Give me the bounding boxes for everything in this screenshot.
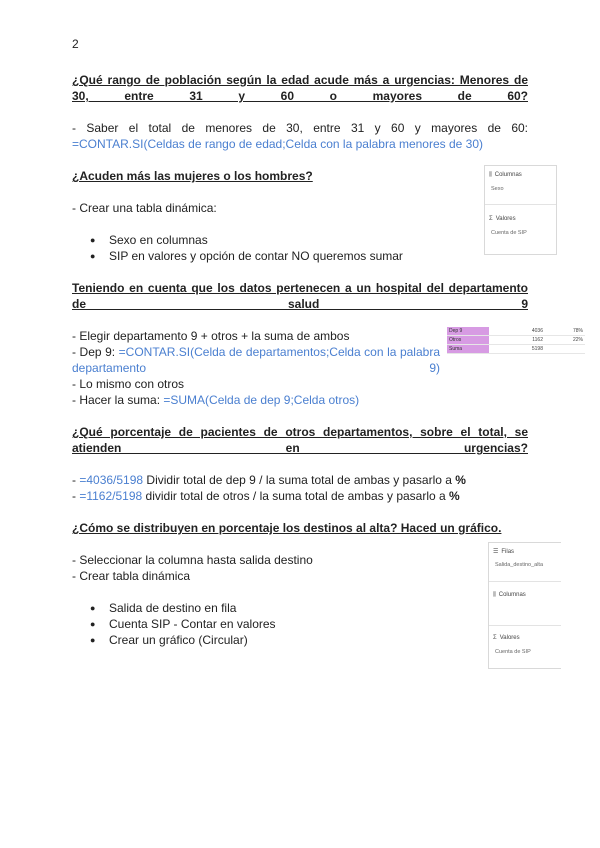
section3-line4: - Hacer la suma: =SUMA(Celda de dep 9;Celda otros) xyxy=(72,393,360,407)
columns-icon: ⫼ xyxy=(493,592,496,598)
values-title: Σ Valores xyxy=(489,216,516,222)
section4-line1: - =4036/5198 Dividir total de dep 9 / la suma total de ambas y pasarlo a % xyxy=(72,473,466,487)
table-row: Dep 9 4036 78% xyxy=(449,328,583,334)
columns-item[interactable]: Sexo xyxy=(491,186,504,192)
sigma-icon: Σ xyxy=(493,635,497,641)
columns-icon: ⫼ xyxy=(489,172,492,178)
rows-title: ☰ Filas xyxy=(493,549,515,555)
rows-item[interactable]: Salida_destino_alta xyxy=(495,562,544,568)
rows-icon: ☰ xyxy=(493,549,499,555)
pivot-fields-panel-2 xyxy=(488,542,561,669)
columns-title: ⫼ Columnas xyxy=(489,172,522,178)
section2-bullets xyxy=(90,232,403,264)
section4-heading: ¿Qué porcentaje de pacientes de otros departamentos, sobre el total, se atienden en urgencias? xyxy=(72,425,528,455)
list-item: ● SIP en valores y opción de contar NO queremos sumar xyxy=(90,248,403,264)
list-item: ● Salida de destino en fila xyxy=(90,600,276,616)
table-row: Suma 5198 xyxy=(447,345,585,354)
divider xyxy=(489,625,561,626)
section5-line1: - Seleccionar la columna hasta salida destino xyxy=(72,553,313,567)
list-item: ● Sexo en columnas xyxy=(90,232,403,248)
page-number: 2 xyxy=(72,37,79,51)
section1-heading: ¿Qué rango de población según la edad acude más a urgencias: Menores de 30, entre 31 y 60 o mayores de 60? xyxy=(72,73,528,103)
section4-line2: - =1162/5198 dividir total de otros / la suma total de ambas y pasarlo a % xyxy=(72,489,460,503)
section5-heading: ¿Cómo se distribuyen en porcentaje los destinos al alta? Haced un gráfico. xyxy=(72,521,502,535)
section1-formula: =CONTAR.SI(Celdas de rango de edad;Celda con la palabra menores de 30) xyxy=(72,137,484,151)
section3-line1: - Elegir departamento 9 + otros + la suma de ambos xyxy=(72,329,350,343)
pivot-fields-panel-1 xyxy=(484,165,557,255)
section5-line2: - Crear tabla dinámica xyxy=(72,569,191,583)
section3-heading: Teniendo en cuenta que los datos pertenecen a un hospital del departamento de salud 9 xyxy=(72,281,528,311)
department-summary-table xyxy=(447,327,585,354)
divider xyxy=(485,204,556,205)
section3-line2: - Dep 9: =CONTAR.SI(Celda de departamentos;Celda con la palabra departamento 9) xyxy=(72,345,440,375)
section2-line1: - Crear una tabla dinámica: xyxy=(72,201,217,215)
values-title: Σ Valores xyxy=(493,635,520,641)
section2-heading: ¿Acuden más las mujeres o los hombres? xyxy=(72,169,313,183)
values-item[interactable]: Cuenta de SIP xyxy=(495,649,531,655)
section3-line3: - Lo mismo con otros xyxy=(72,377,185,391)
list-item: ● Cuenta SIP - Contar en valores xyxy=(90,616,276,632)
columns-title: ⫼ Columnas xyxy=(493,592,526,598)
section5-bullets xyxy=(90,600,276,648)
divider xyxy=(489,581,561,582)
list-item: ● Crear un gráfico (Circular) xyxy=(90,632,276,648)
values-item[interactable]: Cuenta de SIP xyxy=(491,230,527,236)
sigma-icon: Σ xyxy=(489,216,493,222)
section1-line1: - Saber el total de menores de 30, entre 31 y 60 y mayores de 60: xyxy=(72,121,528,135)
table-row: Otros 1162 22% xyxy=(449,337,583,343)
